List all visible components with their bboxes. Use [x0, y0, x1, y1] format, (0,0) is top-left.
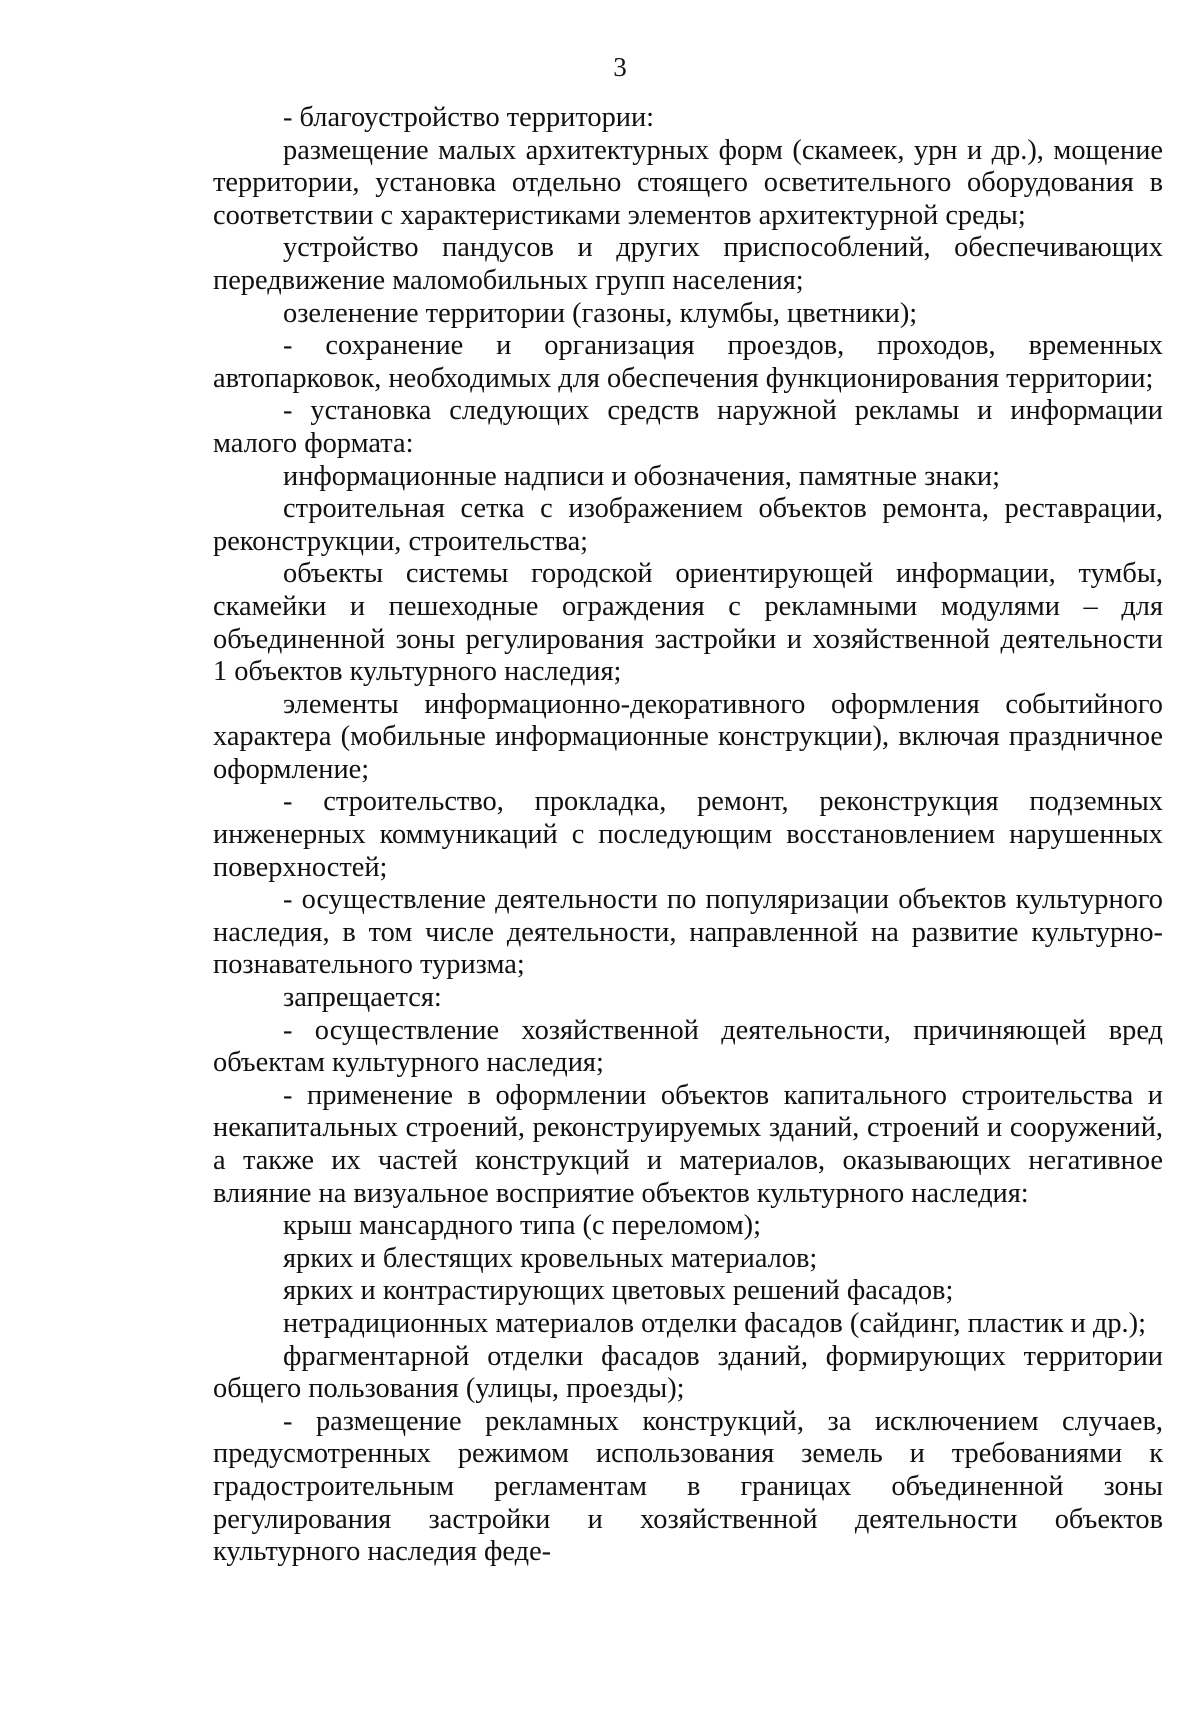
paragraph: фрагментарной отделки фасадов зданий, формирующих территории общего пользования (улицы, проезды);	[213, 1340, 1163, 1405]
paragraph: - применение в оформлении объектов капитального строительства и некапитальных строений, реконструируемых зданий, строений и сооружений, а также их частей конструкций и материалов, оказывающих негативное влияние на визуальное восприятие объектов культурного наследия:	[213, 1079, 1163, 1209]
paragraph: элементы информационно-декоративного оформления событийного характера (мобильные информационные конструкции), включая праздничное оформление;	[213, 688, 1163, 785]
paragraph: запрещается:	[283, 982, 442, 1014]
paragraph: информационные надписи и обозначения, памятные знаки;	[283, 460, 1000, 492]
paragraph: - размещение рекламных конструкций, за исключением случаев, предусмотренных режимом использования земель и требованиями к градостроительным регламентам в границах объединенной зоны регулирования застройки и хозяйственной деятельности объектов культурного наследия феде-	[213, 1405, 1163, 1568]
page-number: 3	[613, 52, 627, 82]
paragraph: ярких и контрастирующих цветовых решений фасадов;	[283, 1275, 954, 1307]
paragraph: - установка следующих средств наружной рекламы и информации малого формата:	[213, 395, 1163, 459]
document-body	[213, 102, 1163, 1569]
paragraph: - осуществление хозяйственной деятельности, причиняющей вред объектам культурного наследия;	[213, 1014, 1163, 1079]
paragraph: ярких и блестящих кровельных материалов;	[283, 1242, 818, 1274]
paragraph: нетрадиционных материалов отделки фасадов (сайдинг, пластик и др.);	[283, 1307, 1147, 1339]
paragraph: озеленение территории (газоны, клумбы, цветники);	[283, 297, 918, 329]
paragraph: размещение малых архитектурных форм (скамеек, урн и др.), мощение территории, установка отдельно стоящего осветительного оборудования в соответствии с характеристиками элементов архитектурной среды;	[213, 134, 1163, 231]
paragraph: устройство пандусов и других приспособлений, обеспечивающих передвижение маломобильных групп населения;	[213, 232, 1163, 296]
paragraph: - благоустройство территории:	[283, 102, 655, 133]
paragraph: - осуществление деятельности по популяризации объектов культурного наследия, в том числе деятельности, направленной на развитие культурно-познавательного туризма;	[213, 884, 1163, 981]
paragraph: крыш мансардного типа (с переломом);	[283, 1210, 762, 1242]
paragraph: - сохранение и организация проездов, проходов, временных автопарковок, необходимых для обеспечения функционирования территории;	[213, 330, 1163, 394]
paragraph: объекты системы городской ориентирующей информации, тумбы, скамейки и пешеходные ограждения с рекламными модулями – для объединенной зоны регулирования застройки и хозяйственной деятельности 1 объектов культурного наследия;	[213, 558, 1163, 688]
paragraph: - строительство, прокладка, ремонт, реконструкция подземных инженерных коммуникаций с последующим восстановлением нарушенных поверхностей;	[213, 786, 1163, 883]
paragraph: строительная сетка с изображением объектов ремонта, реставрации, реконструкции, строительства;	[213, 493, 1163, 557]
